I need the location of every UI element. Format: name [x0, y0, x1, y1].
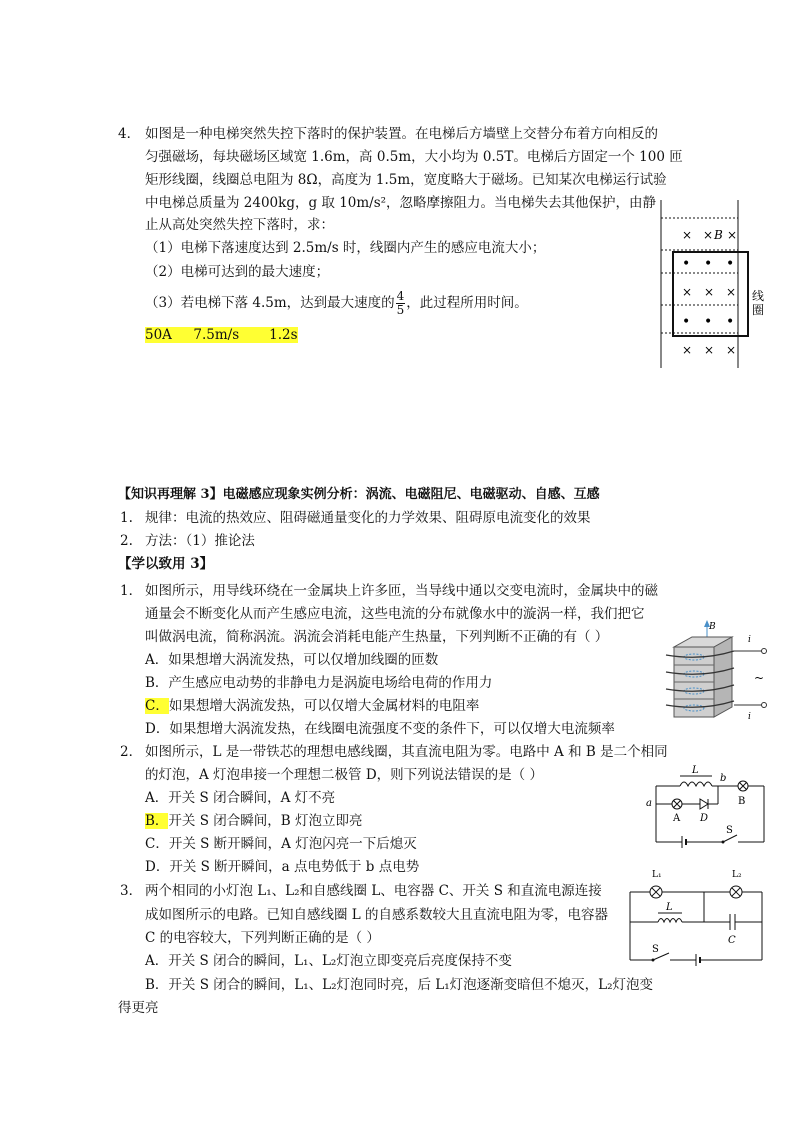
b-field-label: B: [714, 228, 723, 242]
sub-question-3-tail: ，此过程所用时间。: [406, 295, 528, 311]
question-text-line: 两个相同的小灯泡 L₁、L₂和自感线圈 L、电容器 C、开关 S 和直流电源连接: [145, 883, 602, 899]
cross-mark: ×: [727, 228, 738, 242]
option-b-label: B．: [145, 813, 169, 829]
node-b-label: b: [720, 773, 727, 784]
question-text-line: 成如图所示的电路。已知自感线圈 L 的自感系数较大且直流电阻为零，电容器: [145, 907, 609, 923]
cross-mark: ×: [682, 343, 693, 357]
option-b: [145, 811, 362, 831]
current-label: i: [748, 712, 751, 722]
question-text-line: 通量会不断变化从而产生感应电流，这些电流的分布就像水中的漩涡一样，我们把它: [145, 606, 645, 622]
dot-mark: •: [682, 314, 691, 330]
option-b: B．产生感应电动势的非静电力是涡旋电场给电荷的作用力: [145, 675, 493, 691]
question-text-line: 矩形线圈，线圈总电阻为 8Ω，高度为 1.5m，宽度略大于磁场。已知某次电梯运行试验: [145, 172, 667, 188]
question-text-line: 止从高处突然失控下落时，求：: [145, 217, 334, 233]
question-text-line: 的灯泡，A 灯泡串接一个理想二极管 D，则下列说法错误的是（ ）: [145, 767, 543, 783]
option-b-text: 开关 S 闭合瞬间，B 灯泡立即亮: [168, 813, 363, 829]
option-d: D．如果想增大涡流发热，在线圈电流强度不变的条件下，可以仅增大电流频率: [145, 721, 615, 737]
coil-label: 圈: [752, 303, 765, 317]
elevator-field-figure: [650, 200, 780, 370]
coil-label: 线: [752, 289, 765, 303]
cross-mark: ×: [704, 285, 715, 299]
question-number: 3．: [120, 883, 143, 899]
question-text-line: 如图所示，用导线环绕在一金属块上许多匝，当导线中通以交变电流时，金属块中的磁: [145, 583, 658, 599]
list-item: 规律：电流的热效应、阻碍磁通量变化的力学效果、阻碍原电流变化的效果: [145, 510, 591, 526]
question-number: 2．: [120, 744, 143, 760]
dot-mark: •: [704, 256, 713, 272]
lamp-capacitor-circuit-figure: [622, 864, 772, 970]
fraction-numerator: 4: [396, 289, 405, 303]
question-text-line: 如图所示，L 是一带铁芯的理想电感线圈，其直流电阻为零。电路中 A 和 B 是二个相同: [145, 744, 668, 760]
capacitor-label: C: [728, 935, 736, 946]
option-a: A．如果想增大涡流发热，可以仅增加线圈的匝数: [145, 652, 439, 668]
option-b-continued: 得更亮: [118, 1000, 159, 1016]
question-text-line: 匀强磁场，每块磁场区域宽 1.6m，高 0.5m，大小均为 0.5T。电梯后方固定一个 100 匝: [145, 149, 683, 165]
list-number: 2.: [120, 533, 133, 549]
section-title: 【学以致用 3】: [118, 556, 214, 572]
inductor-coil: [680, 782, 712, 786]
terminal: [762, 649, 767, 654]
option-a: A．开关 S 闭合瞬间，A 灯不亮: [145, 790, 336, 806]
node-a-label: a: [646, 798, 652, 809]
question-text-line: 如图是一种电梯突然失控下落时的保护装置。在电梯后方墙壁上交替分布着方向相反的: [145, 126, 658, 142]
diode-icon: [700, 799, 708, 809]
lamp-b-label: B: [738, 796, 746, 807]
cross-mark: ×: [726, 285, 737, 299]
dot-mark: •: [726, 256, 735, 272]
option-c: C．开关 S 断开瞬间，A 灯泡闪亮一下后熄灭: [145, 836, 417, 852]
question-text-line: 中电梯总质量为 2400kg，g 取 10m/s²，忽略摩擦阻力。当电梯失去其他保护，由静: [145, 195, 657, 211]
dot-mark: •: [704, 314, 713, 330]
option-a: A．开关 S 闭合的瞬间，L₁、L₂灯泡立即变亮后亮度保持不变: [145, 953, 512, 969]
dot-mark: •: [682, 256, 691, 272]
sub-question-1: （1）电梯下落速度达到 2.5m/s 时，线圈内产生的感应电流大小；: [145, 240, 546, 256]
list-number: 1.: [120, 510, 133, 526]
b-label: B: [709, 622, 716, 632]
inductor-circuit-figure: [642, 762, 772, 854]
inductor-coil: [658, 919, 682, 923]
lamp-l2-label: L₂: [732, 870, 742, 880]
diode-label: D: [700, 813, 709, 824]
cross-mark: ×: [703, 228, 714, 242]
answer-highlight: [145, 325, 298, 345]
cross-mark: ×: [682, 228, 693, 242]
inductor-label: L: [666, 902, 673, 913]
question-number: 4．: [118, 126, 141, 142]
list-item: 方法：（1）推论法: [145, 533, 255, 549]
option-d: D．开关 S 断开瞬间，a 点电势低于 b 点电势: [145, 859, 420, 875]
option-c-text: 如果想增大涡流发热，可以仅增大金属材料的电阻率: [168, 698, 480, 714]
question-number: 1．: [120, 583, 143, 599]
option-c-label: C．: [145, 698, 169, 714]
question-text-line: C 的电容较大，下列判断正确的是（ ）: [145, 930, 380, 946]
lamp-a-label: A: [673, 813, 681, 824]
cross-mark: ×: [726, 343, 737, 357]
answer-text: 50A 7.5m/s 1.2s: [145, 327, 298, 343]
inductor-label: L: [692, 765, 699, 776]
dot-mark: •: [726, 314, 735, 330]
ac-source-label: ~: [754, 671, 765, 685]
sub-question-3: [145, 290, 528, 317]
switch-label: S: [726, 825, 733, 836]
question-text-line: 叫做涡电流，简称涡流。涡流会消耗电能产生热量，下列判断不正确的有（ ）: [145, 629, 609, 645]
eddy-current-figure: [662, 615, 774, 727]
option-b: B．开关 S 闭合的瞬间，L₁、L₂灯泡同时亮，后 L₁灯泡逐渐变暗但不熄灭，L₂灯泡变: [145, 977, 654, 993]
sub-question-3-text: （3）若电梯下落 4.5m，达到最大速度的: [145, 295, 395, 311]
lamp-l1-label: L₁: [652, 870, 662, 880]
switch-label: S: [652, 944, 659, 955]
current-label: i: [748, 635, 751, 645]
switch-icon: [723, 835, 737, 842]
cross-mark: ×: [704, 343, 715, 357]
fraction: [396, 290, 406, 317]
cross-mark: ×: [682, 285, 693, 299]
fraction-denominator: 5: [396, 303, 405, 317]
section-title: 【知识再理解 3】电磁感应现象实例分析：涡流、电磁阻尼、电磁驱动、自感、互感: [118, 487, 600, 502]
sub-question-2: （2）电梯可达到的最大速度；: [145, 264, 330, 280]
terminal: [762, 703, 767, 708]
option-c: [145, 696, 479, 716]
